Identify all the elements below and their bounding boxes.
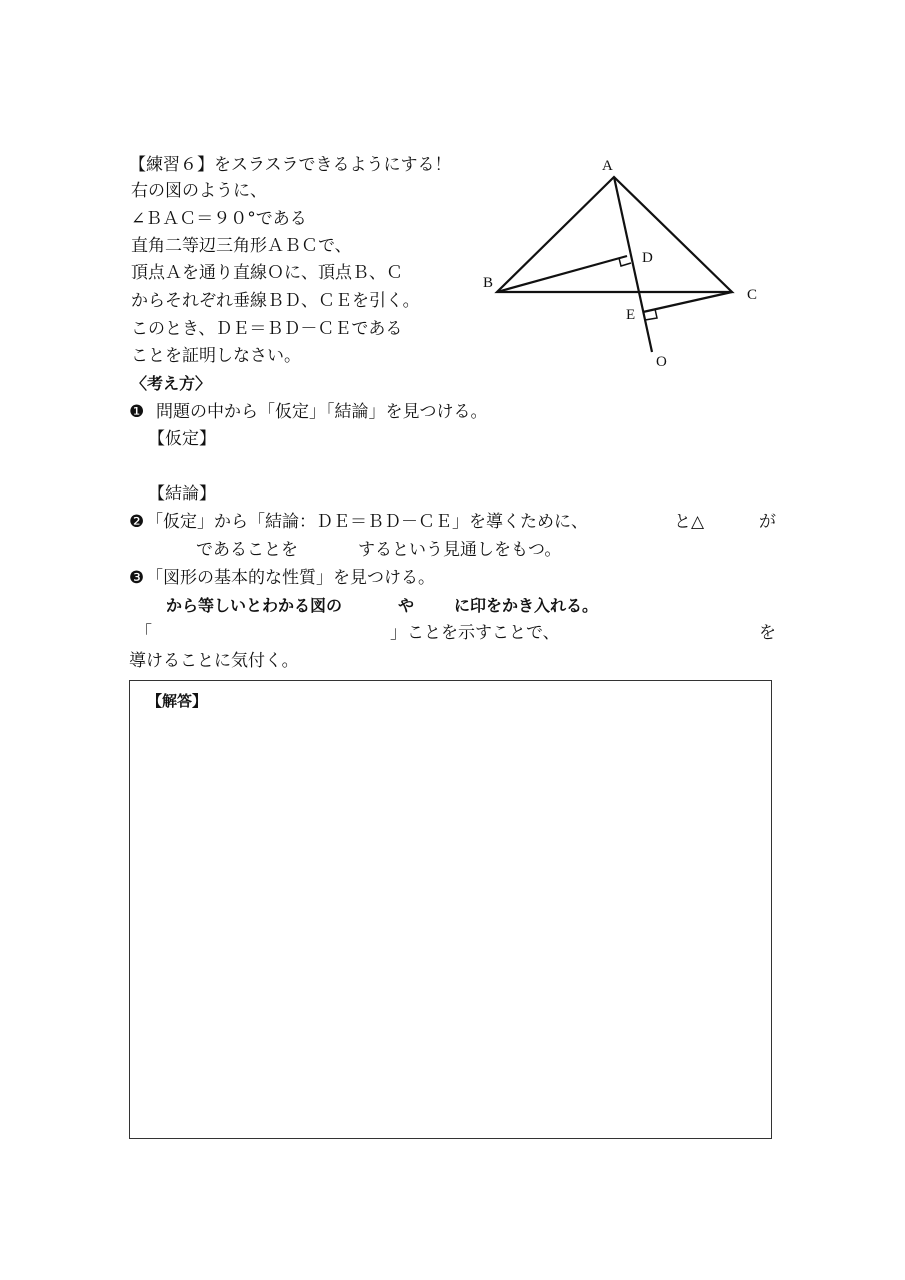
answer-label: 【解答】 (147, 692, 208, 710)
problem-line: 右の図のように、 (131, 181, 267, 201)
step3-bold: や (398, 596, 415, 615)
step3-bold: に印をかき入れる。 (454, 596, 599, 615)
problem-line: からそれぞれ垂線ＢＤ、ＣＥを引く。 (131, 291, 420, 311)
right-angle-mark-d (619, 258, 631, 266)
label-d: D (642, 250, 653, 266)
perpendicular-ce (643, 292, 732, 312)
problem-title: 【練習６】をスラスラできるようにする！ (129, 155, 452, 175)
label-c: C (747, 287, 758, 303)
step3-text: 導けることに気付く。 (129, 651, 299, 671)
problem-line: ∠ＢＡＣ＝９０°である (131, 209, 307, 229)
step3-text: 「 (135, 623, 152, 643)
label-e: E (626, 307, 636, 323)
step3-text: 」ことを示すことで、 (390, 623, 560, 643)
step2-text: であることを (196, 540, 298, 560)
triangle-figure (0, 0, 905, 400)
step2-text: が (759, 512, 776, 532)
step3-text: 「図形の基本的な性質」を見つける。 (146, 568, 435, 588)
problem-line: 頂点Ａを通り直線Ｏに、頂点Ｂ、Ｃ (131, 263, 403, 283)
thinking-heading: 〈考え方〉 (131, 374, 212, 393)
step1-text: 問題の中から「仮定」「結論」を見つける。 (156, 402, 488, 422)
problem-line: このとき、ＤＥ＝ＢＤ－ＣＥである (131, 319, 403, 339)
answer-box[interactable] (129, 680, 772, 1139)
step2-marker: ❷ (129, 512, 145, 532)
assumption-label: 【仮定】 (148, 429, 216, 449)
problem-line: 直角二等辺三角形ＡＢＣで、 (131, 236, 352, 256)
label-o: O (656, 354, 667, 370)
label-b: B (483, 275, 494, 291)
step3-text: を (759, 623, 776, 643)
step3-bold: から等しいとわかる図の (166, 596, 343, 615)
step3-marker: ❸ (129, 568, 145, 588)
triangle-abc (497, 177, 732, 292)
step1-marker: ❶ (129, 402, 145, 422)
problem-line: ことを証明しなさい。 (131, 346, 301, 366)
step2-text: するという見通しをもつ。 (358, 540, 562, 560)
step2-text: 「仮定」から「結論：ＤＥ＝ＢＤ－ＣＥ」を導くために、 (146, 512, 588, 532)
conclusion-label: 【結論】 (148, 484, 216, 504)
step2-text: と△ (674, 512, 705, 532)
label-a: A (602, 158, 613, 174)
